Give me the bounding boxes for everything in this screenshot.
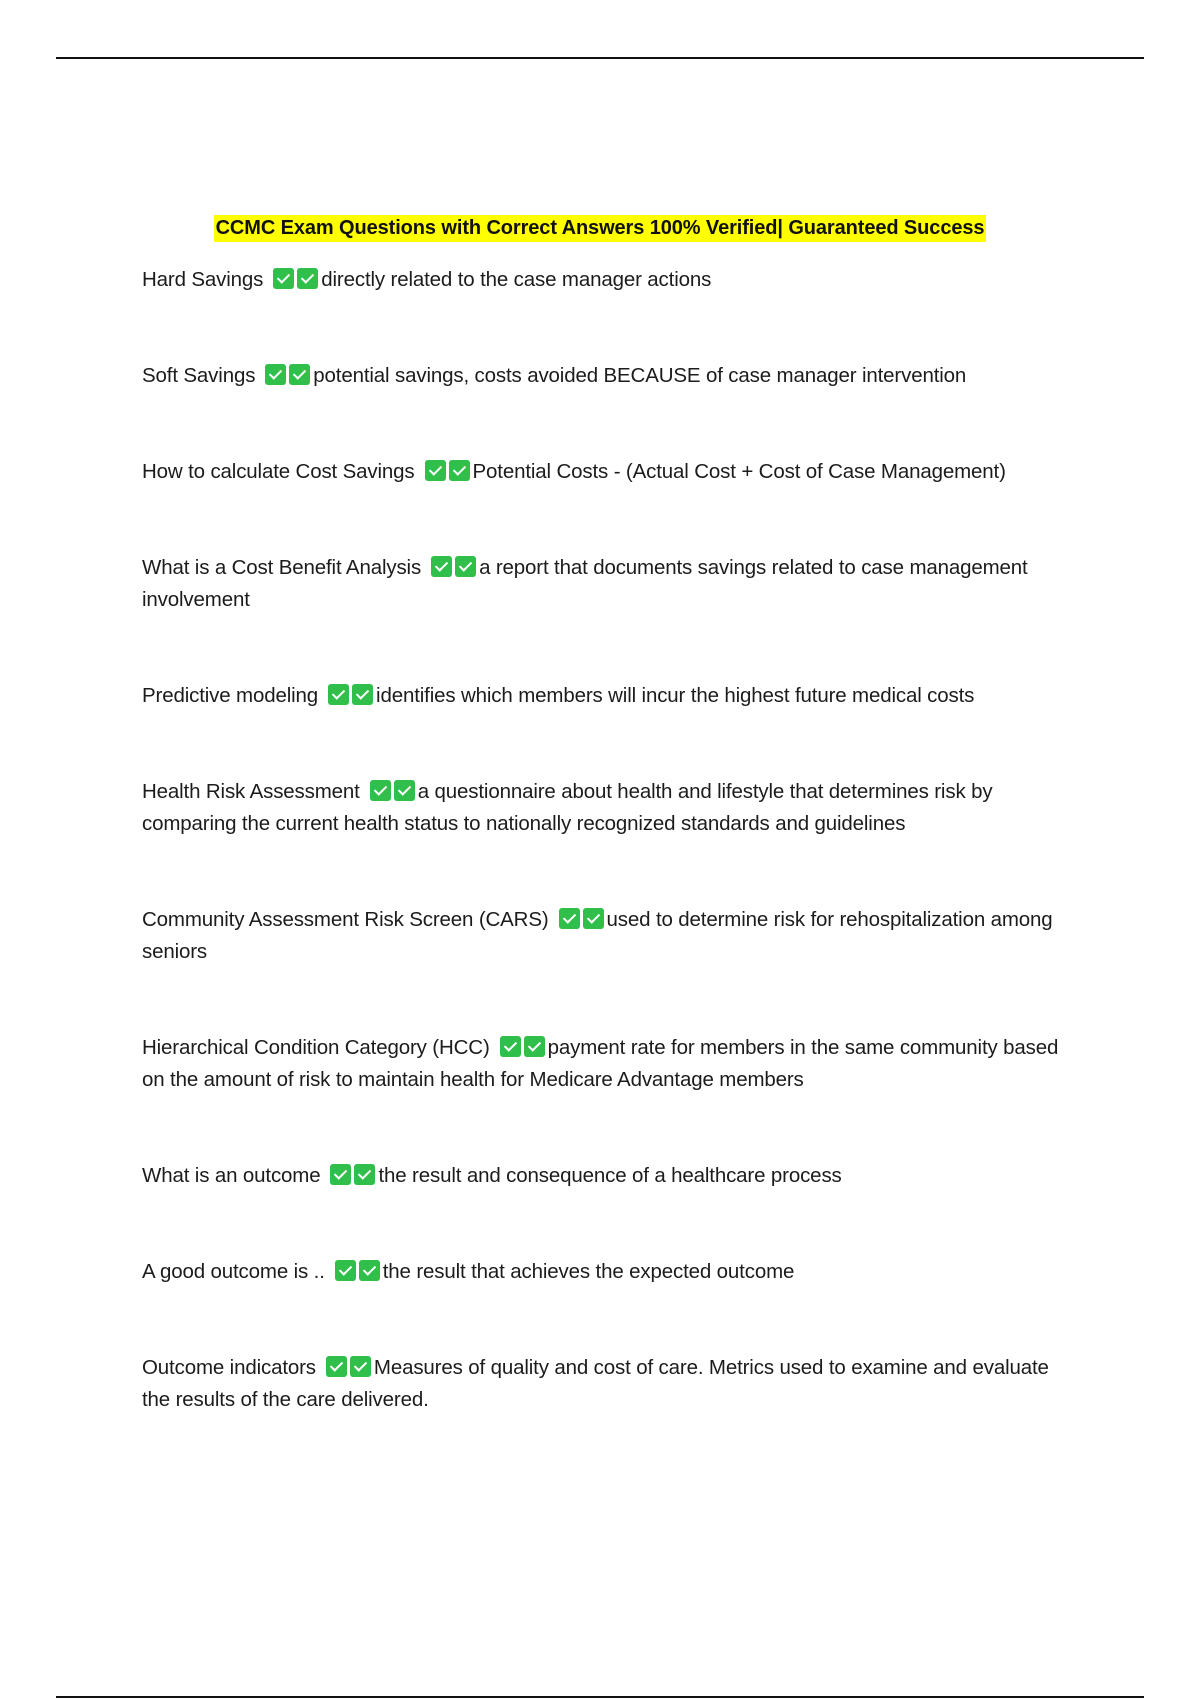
check-box-icon <box>583 908 604 929</box>
qa-entry <box>142 1352 1072 1416</box>
title-container <box>0 215 1200 242</box>
qa-entry <box>142 456 1072 488</box>
entry-term: A good outcome is .. <box>142 1260 325 1283</box>
qa-entry <box>142 360 1072 392</box>
entry-answer: directly related to the case manager actions <box>321 268 712 291</box>
qa-entry <box>142 904 1072 968</box>
entry-answer: used to determine risk for rehospitalization among seniors <box>142 908 1053 963</box>
entry-answer: a report that documents savings related to case management involvement <box>142 556 1028 611</box>
entry-answer: Potential Costs - (Actual Cost + Cost of Case Management) <box>472 460 1006 483</box>
check-box-icon <box>370 780 391 801</box>
qa-entry <box>142 776 1072 840</box>
check-box-icon <box>431 556 452 577</box>
entry-term: Predictive modeling <box>142 684 319 707</box>
header-rule <box>56 57 1144 59</box>
entry-term: Hierarchical Condition Category (HCC) <box>142 1036 490 1059</box>
qa-list <box>142 264 1072 1416</box>
entry-answer: Measures of quality and cost of care. Metrics used to examine and evaluate the results of the care delivered. <box>142 1356 1049 1411</box>
entry-term: Soft Savings <box>142 364 256 387</box>
qa-entry <box>142 680 1072 712</box>
check-box-icon <box>265 364 286 385</box>
entry-term: Health Risk Assessment <box>142 780 360 803</box>
check-box-icon <box>394 780 415 801</box>
entry-term: Outcome indicators <box>142 1356 316 1379</box>
entry-answer: the result and consequence of a healthcare process <box>378 1164 842 1187</box>
check-box-icon <box>335 1260 356 1281</box>
check-box-icon <box>425 460 446 481</box>
qa-entry <box>142 1032 1072 1096</box>
entry-term: How to calculate Cost Savings <box>142 460 415 483</box>
check-box-icon <box>328 684 349 705</box>
footer-rule <box>56 1696 1144 1698</box>
entry-term: What is a Cost Benefit Analysis <box>142 556 422 579</box>
entry-answer: identifies which members will incur the highest future medical costs <box>376 684 975 707</box>
entry-term: What is an outcome <box>142 1164 321 1187</box>
check-box-icon <box>289 364 310 385</box>
qa-entry <box>142 264 1072 296</box>
document-title: CCMC Exam Questions with Correct Answers 100% Verified| Guaranteed Success <box>214 215 987 242</box>
check-box-icon <box>500 1036 521 1057</box>
qa-entry <box>142 552 1072 616</box>
check-box-icon <box>297 268 318 289</box>
check-box-icon <box>326 1356 347 1377</box>
check-box-icon <box>350 1356 371 1377</box>
check-box-icon <box>455 556 476 577</box>
entry-term: Hard Savings <box>142 268 264 291</box>
check-box-icon <box>330 1164 351 1185</box>
entry-answer: potential savings, costs avoided BECAUSE of case manager intervention <box>313 364 967 387</box>
qa-entry <box>142 1160 1072 1192</box>
check-box-icon <box>354 1164 375 1185</box>
entry-answer: the result that achieves the expected outcome <box>382 1260 795 1283</box>
entry-answer: a questionnaire about health and lifestyle that determines risk by comparing the current health status to nationally recognized standards and guidelines <box>142 780 993 835</box>
entry-answer: payment rate for members in the same community based on the amount of risk to maintain health for Medicare Advantage members <box>142 1036 1059 1091</box>
check-box-icon <box>352 684 373 705</box>
entry-term: Community Assessment Risk Screen (CARS) <box>142 908 549 931</box>
check-box-icon <box>449 460 470 481</box>
check-box-icon <box>359 1260 380 1281</box>
check-box-icon <box>524 1036 545 1057</box>
qa-entry <box>142 1256 1072 1288</box>
check-box-icon <box>559 908 580 929</box>
check-box-icon <box>273 268 294 289</box>
